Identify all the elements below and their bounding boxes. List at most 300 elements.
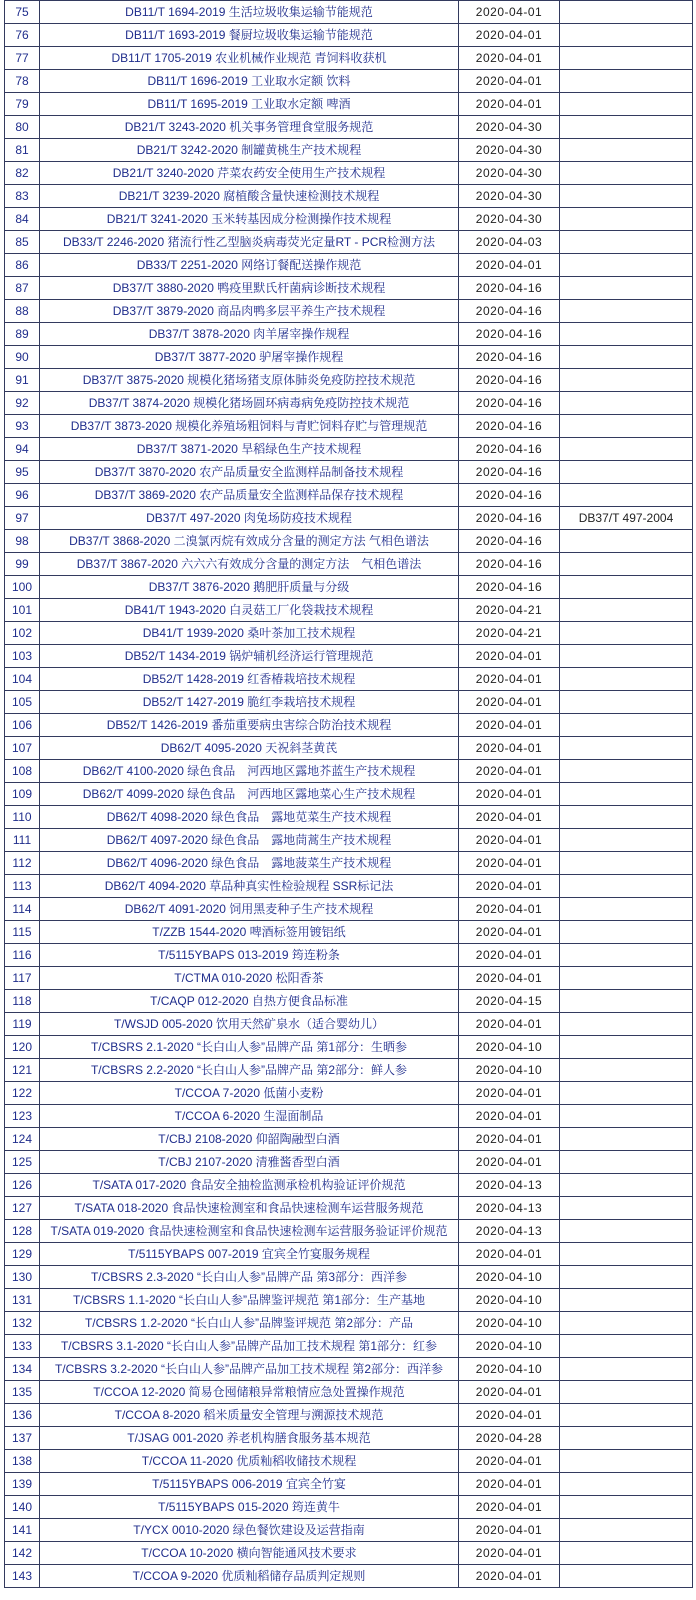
table-row: [5, 346, 693, 369]
replaced-standard-cell: [560, 967, 693, 990]
table-row: [5, 162, 693, 185]
effective-date-cell: 2020-04-16: [459, 438, 560, 461]
effective-date-cell: 2020-04-01: [459, 783, 560, 806]
replaced-standard-cell: [560, 576, 693, 599]
standard-name-cell: DB62/T 4095-2020 天祝斜茎黄芪: [40, 737, 459, 760]
table-row: [5, 185, 693, 208]
row-number-cell: 102: [5, 622, 40, 645]
effective-date-cell: 2020-04-01: [459, 1519, 560, 1542]
replaced-standard-cell: [560, 231, 693, 254]
table-row: [5, 714, 693, 737]
effective-date-cell: 2020-04-30: [459, 208, 560, 231]
table-row: [5, 1335, 693, 1358]
table-row: [5, 645, 693, 668]
standard-name-cell: DB37/T 3878-2020 肉羊屠宰操作规程: [40, 323, 459, 346]
table-row: [5, 783, 693, 806]
standard-name-cell: T/SATA 018-2020 食品快速检测室和食品快速检测车运营服务规范: [40, 1197, 459, 1220]
standard-name-cell: DB62/T 4091-2020 饲用黑麦种子生产技术规程: [40, 898, 459, 921]
table-row: [5, 1381, 693, 1404]
standards-table-body: [5, 1, 693, 1588]
standard-name-cell: T/CBSRS 3.1-2020 “长白山人参”品牌产品加工技术规程 第1部分：红参: [40, 1335, 459, 1358]
row-number-cell: 95: [5, 461, 40, 484]
table-row: [5, 208, 693, 231]
effective-date-cell: 2020-04-01: [459, 1082, 560, 1105]
replaced-standard-cell: [560, 1358, 693, 1381]
table-row: [5, 1059, 693, 1082]
row-number-cell: 103: [5, 645, 40, 668]
standard-name-cell: DB37/T 3869-2020 农产品质量安全监测样品保存技术规程: [40, 484, 459, 507]
table-row: [5, 668, 693, 691]
replaced-standard-cell: [560, 1082, 693, 1105]
table-row: [5, 1151, 693, 1174]
table-row: [5, 1082, 693, 1105]
replaced-standard-cell: [560, 1, 693, 24]
row-number-cell: 105: [5, 691, 40, 714]
effective-date-cell: 2020-04-16: [459, 346, 560, 369]
standard-name-cell: T/CBSRS 2.2-2020 “长白山人参”品牌产品 第2部分：鲜人参: [40, 1059, 459, 1082]
standard-name-cell: T/CBJ 2108-2020 仰韶陶融型白酒: [40, 1128, 459, 1151]
standard-name-cell: DB62/T 4096-2020 绿色食品 露地菠菜生产技术规程: [40, 852, 459, 875]
replaced-standard-cell: [560, 1266, 693, 1289]
standard-name-cell: DB62/T 4099-2020 绿色食品 河西地区露地菜心生产技术规程: [40, 783, 459, 806]
effective-date-cell: 2020-04-30: [459, 185, 560, 208]
replaced-standard-cell: [560, 1174, 693, 1197]
effective-date-cell: 2020-04-01: [459, 875, 560, 898]
table-row: [5, 1565, 693, 1588]
row-number-cell: 77: [5, 47, 40, 70]
table-row: [5, 1427, 693, 1450]
row-number-cell: 116: [5, 944, 40, 967]
row-number-cell: 121: [5, 1059, 40, 1082]
row-number-cell: 87: [5, 277, 40, 300]
effective-date-cell: 2020-04-01: [459, 24, 560, 47]
table-row: [5, 1450, 693, 1473]
row-number-cell: 78: [5, 70, 40, 93]
replaced-standard-cell: [560, 1335, 693, 1358]
standard-name-cell: T/CCOA 11-2020 优质籼稻收储技术规程: [40, 1450, 459, 1473]
standards-table: [4, 0, 693, 1588]
replaced-standard-cell: [560, 1312, 693, 1335]
row-number-cell: 106: [5, 714, 40, 737]
effective-date-cell: 2020-04-16: [459, 392, 560, 415]
standard-name-cell: DB11/T 1695-2019 工业取水定额 啤酒: [40, 93, 459, 116]
row-number-cell: 143: [5, 1565, 40, 1588]
standard-name-cell: T/CCOA 6-2020 生湿面制品: [40, 1105, 459, 1128]
row-number-cell: 100: [5, 576, 40, 599]
row-number-cell: 138: [5, 1450, 40, 1473]
standard-name-cell: T/ZZB 1544-2020 啤酒标签用镀铝纸: [40, 921, 459, 944]
standard-name-cell: DB62/T 4098-2020 绿色食品 露地苋菜生产技术规程: [40, 806, 459, 829]
standard-name-cell: DB21/T 3240-2020 芹菜农药安全使用生产技术规程: [40, 162, 459, 185]
replaced-standard-cell: [560, 1243, 693, 1266]
effective-date-cell: 2020-04-30: [459, 139, 560, 162]
table-row: [5, 576, 693, 599]
table-row: [5, 484, 693, 507]
replaced-standard-cell: [560, 760, 693, 783]
replaced-standard-cell: [560, 323, 693, 346]
replaced-standard-cell: [560, 185, 693, 208]
effective-date-cell: 2020-04-01: [459, 898, 560, 921]
row-number-cell: 88: [5, 300, 40, 323]
row-number-cell: 79: [5, 93, 40, 116]
effective-date-cell: 2020-04-16: [459, 323, 560, 346]
standard-name-cell: DB62/T 4100-2020 绿色食品 河西地区露地芥蓝生产技术规程: [40, 760, 459, 783]
row-number-cell: 120: [5, 1036, 40, 1059]
table-row: [5, 1496, 693, 1519]
standard-name-cell: T/CCOA 7-2020 低菌小麦粉: [40, 1082, 459, 1105]
replaced-standard-cell: [560, 1289, 693, 1312]
table-row: [5, 1036, 693, 1059]
row-number-cell: 132: [5, 1312, 40, 1335]
table-row: [5, 1542, 693, 1565]
standard-name-cell: DB37/T 3868-2020 二溴氯丙烷有效成分含量的测定方法 气相色谱法: [40, 530, 459, 553]
standard-name-cell: DB52/T 1428-2019 红香椿栽培技术规程: [40, 668, 459, 691]
replaced-standard-cell: [560, 1381, 693, 1404]
replaced-standard-cell: [560, 438, 693, 461]
effective-date-cell: 2020-04-01: [459, 760, 560, 783]
replaced-standard-cell: [560, 990, 693, 1013]
replaced-standard-cell: DB37/T 497-2004: [560, 507, 693, 530]
row-number-cell: 107: [5, 737, 40, 760]
row-number-cell: 125: [5, 1151, 40, 1174]
replaced-standard-cell: [560, 139, 693, 162]
row-number-cell: 81: [5, 139, 40, 162]
replaced-standard-cell: [560, 1105, 693, 1128]
replaced-standard-cell: [560, 714, 693, 737]
replaced-standard-cell: [560, 70, 693, 93]
table-row: [5, 1312, 693, 1335]
row-number-cell: 93: [5, 415, 40, 438]
table-row: [5, 323, 693, 346]
standard-name-cell: T/CCOA 9-2020 优质籼稻储存品质判定规则: [40, 1565, 459, 1588]
replaced-standard-cell: [560, 1013, 693, 1036]
table-row: [5, 990, 693, 1013]
replaced-standard-cell: [560, 553, 693, 576]
table-row: [5, 93, 693, 116]
effective-date-cell: 2020-04-28: [459, 1427, 560, 1450]
standard-name-cell: DB52/T 1426-2019 番茄重要病虫害综合防治技术规程: [40, 714, 459, 737]
standard-name-cell: T/CAQP 012-2020 自热方便食品标准: [40, 990, 459, 1013]
table-row: [5, 24, 693, 47]
standard-name-cell: DB33/T 2246-2020 猪流行性乙型脑炎病毒荧光定量RT - PCR检测方法: [40, 231, 459, 254]
table-row: [5, 1174, 693, 1197]
table-row: [5, 553, 693, 576]
row-number-cell: 113: [5, 875, 40, 898]
replaced-standard-cell: [560, 162, 693, 185]
table-row: [5, 806, 693, 829]
standard-name-cell: DB37/T 3874-2020 规模化猪场圆环病毒病免疫防控技术规范: [40, 392, 459, 415]
replaced-standard-cell: [560, 783, 693, 806]
table-row: [5, 47, 693, 70]
effective-date-cell: 2020-04-01: [459, 1404, 560, 1427]
standard-name-cell: DB37/T 3876-2020 鹅肥肝质量与分级: [40, 576, 459, 599]
standard-name-cell: DB41/T 1939-2020 桑叶茶加工技术规程: [40, 622, 459, 645]
standard-name-cell: DB37/T 3875-2020 规模化猪场猪支原体肺炎免疫防控技术规范: [40, 369, 459, 392]
replaced-standard-cell: [560, 392, 693, 415]
standard-name-cell: DB11/T 1694-2019 生活垃圾收集运输节能规范: [40, 1, 459, 24]
row-number-cell: 97: [5, 507, 40, 530]
table-row: [5, 254, 693, 277]
effective-date-cell: 2020-04-01: [459, 1105, 560, 1128]
table-row: [5, 1013, 693, 1036]
standard-name-cell: DB21/T 3239-2020 腐植酸含量快速检测技术规程: [40, 185, 459, 208]
standard-name-cell: DB37/T 3871-2020 旱稻绿色生产技术规程: [40, 438, 459, 461]
row-number-cell: 99: [5, 553, 40, 576]
row-number-cell: 92: [5, 392, 40, 415]
replaced-standard-cell: [560, 622, 693, 645]
effective-date-cell: 2020-04-01: [459, 1128, 560, 1151]
effective-date-cell: 2020-04-01: [459, 1151, 560, 1174]
row-number-cell: 83: [5, 185, 40, 208]
row-number-cell: 91: [5, 369, 40, 392]
replaced-standard-cell: [560, 1542, 693, 1565]
replaced-standard-cell: [560, 277, 693, 300]
standard-name-cell: DB37/T 497-2020 肉兔场防疫技术规程: [40, 507, 459, 530]
replaced-standard-cell: [560, 829, 693, 852]
effective-date-cell: 2020-04-01: [459, 691, 560, 714]
row-number-cell: 137: [5, 1427, 40, 1450]
row-number-cell: 135: [5, 1381, 40, 1404]
row-number-cell: 84: [5, 208, 40, 231]
replaced-standard-cell: [560, 1519, 693, 1542]
row-number-cell: 86: [5, 254, 40, 277]
standard-name-cell: T/5115YBAPS 006-2019 宜宾全竹宴: [40, 1473, 459, 1496]
table-row: [5, 1105, 693, 1128]
effective-date-cell: 2020-04-10: [459, 1266, 560, 1289]
standard-name-cell: T/5115YBAPS 015-2020 筠连黄牛: [40, 1496, 459, 1519]
standard-name-cell: DB37/T 3870-2020 农产品质量安全监测样品制备技术规程: [40, 461, 459, 484]
effective-date-cell: 2020-04-01: [459, 1473, 560, 1496]
standard-name-cell: DB11/T 1705-2019 农业机械作业规范 青饲料收获机: [40, 47, 459, 70]
replaced-standard-cell: [560, 415, 693, 438]
replaced-standard-cell: [560, 47, 693, 70]
effective-date-cell: 2020-04-16: [459, 576, 560, 599]
standard-name-cell: DB21/T 3243-2020 机关事务管理食堂服务规范: [40, 116, 459, 139]
standard-name-cell: T/WSJD 005-2020 饮用天然矿泉水（适合婴幼儿）: [40, 1013, 459, 1036]
standard-name-cell: T/CCOA 12-2020 简易仓囤储粮异常粮情应急处置操作规范: [40, 1381, 459, 1404]
standard-name-cell: T/CBSRS 2.3-2020 “长白山人参”品牌产品 第3部分：西洋参: [40, 1266, 459, 1289]
table-row: [5, 415, 693, 438]
row-number-cell: 119: [5, 1013, 40, 1036]
row-number-cell: 82: [5, 162, 40, 185]
standard-name-cell: DB62/T 4094-2020 草品种真实性检验规程 SSR标记法: [40, 875, 459, 898]
table-row: [5, 875, 693, 898]
effective-date-cell: 2020-04-01: [459, 70, 560, 93]
table-row: [5, 70, 693, 93]
replaced-standard-cell: [560, 300, 693, 323]
standard-name-cell: DB37/T 3877-2020 驴屠宰操作规程: [40, 346, 459, 369]
table-row: [5, 369, 693, 392]
standard-name-cell: DB37/T 3879-2020 商品肉鸭多层平养生产技术规程: [40, 300, 459, 323]
row-number-cell: 130: [5, 1266, 40, 1289]
effective-date-cell: 2020-04-10: [459, 1358, 560, 1381]
replaced-standard-cell: [560, 1565, 693, 1588]
table-row: [5, 300, 693, 323]
effective-date-cell: 2020-04-01: [459, 645, 560, 668]
effective-date-cell: 2020-04-10: [459, 1059, 560, 1082]
table-row: [5, 1197, 693, 1220]
effective-date-cell: 2020-04-30: [459, 162, 560, 185]
replaced-standard-cell: [560, 1036, 693, 1059]
table-row: [5, 231, 693, 254]
replaced-standard-cell: [560, 737, 693, 760]
effective-date-cell: 2020-04-01: [459, 254, 560, 277]
effective-date-cell: 2020-04-01: [459, 1243, 560, 1266]
table-row: [5, 691, 693, 714]
effective-date-cell: 2020-04-01: [459, 806, 560, 829]
standard-name-cell: T/CBSRS 1.1-2020 “长白山人参”品牌鉴评规范 第1部分：生产基地: [40, 1289, 459, 1312]
replaced-standard-cell: [560, 921, 693, 944]
standard-name-cell: T/CTMA 010-2020 松阳香茶: [40, 967, 459, 990]
replaced-standard-cell: [560, 1427, 693, 1450]
effective-date-cell: 2020-04-01: [459, 1, 560, 24]
standard-name-cell: T/CBSRS 3.2-2020 “长白山人参”品牌产品加工技术规程 第2部分：西洋参: [40, 1358, 459, 1381]
row-number-cell: 126: [5, 1174, 40, 1197]
replaced-standard-cell: [560, 346, 693, 369]
row-number-cell: 134: [5, 1358, 40, 1381]
row-number-cell: 123: [5, 1105, 40, 1128]
replaced-standard-cell: [560, 461, 693, 484]
standard-name-cell: T/CCOA 8-2020 稻米质量安全管理与溯源技术规范: [40, 1404, 459, 1427]
row-number-cell: 98: [5, 530, 40, 553]
effective-date-cell: 2020-04-16: [459, 484, 560, 507]
replaced-standard-cell: [560, 208, 693, 231]
table-row: [5, 760, 693, 783]
effective-date-cell: 2020-04-16: [459, 369, 560, 392]
effective-date-cell: 2020-04-01: [459, 852, 560, 875]
row-number-cell: 96: [5, 484, 40, 507]
row-number-cell: 128: [5, 1220, 40, 1243]
row-number-cell: 85: [5, 231, 40, 254]
standard-name-cell: T/SATA 017-2020 食品安全抽检监测承检机构验证评价规范: [40, 1174, 459, 1197]
replaced-standard-cell: [560, 484, 693, 507]
standard-name-cell: T/5115YBAPS 007-2019 宜宾全竹宴服务规程: [40, 1243, 459, 1266]
replaced-standard-cell: [560, 1496, 693, 1519]
table-row: [5, 1358, 693, 1381]
row-number-cell: 94: [5, 438, 40, 461]
table-row: [5, 1519, 693, 1542]
table-row: [5, 392, 693, 415]
effective-date-cell: 2020-04-16: [459, 530, 560, 553]
replaced-standard-cell: [560, 116, 693, 139]
effective-date-cell: 2020-04-10: [459, 1312, 560, 1335]
table-row: [5, 438, 693, 461]
effective-date-cell: 2020-04-01: [459, 737, 560, 760]
row-number-cell: 122: [5, 1082, 40, 1105]
replaced-standard-cell: [560, 668, 693, 691]
replaced-standard-cell: [560, 852, 693, 875]
table-row: [5, 967, 693, 990]
replaced-standard-cell: [560, 1128, 693, 1151]
table-row: [5, 1289, 693, 1312]
effective-date-cell: 2020-04-01: [459, 1450, 560, 1473]
standard-name-cell: T/YCX 0010-2020 绿色餐饮建设及运营指南: [40, 1519, 459, 1542]
row-number-cell: 89: [5, 323, 40, 346]
replaced-standard-cell: [560, 1220, 693, 1243]
table-row: [5, 622, 693, 645]
replaced-standard-cell: [560, 1151, 693, 1174]
table-row: [5, 921, 693, 944]
replaced-standard-cell: [560, 944, 693, 967]
table-row: [5, 1266, 693, 1289]
effective-date-cell: 2020-04-16: [459, 277, 560, 300]
standard-name-cell: T/CCOA 10-2020 横向智能通风技术要求: [40, 1542, 459, 1565]
effective-date-cell: 2020-04-01: [459, 1496, 560, 1519]
standard-name-cell: T/SATA 019-2020 食品快速检测室和食品快速检测车运营服务验证评价规范: [40, 1220, 459, 1243]
standard-name-cell: T/CBJ 2107-2020 清雅酱香型白酒: [40, 1151, 459, 1174]
effective-date-cell: 2020-04-16: [459, 300, 560, 323]
row-number-cell: 104: [5, 668, 40, 691]
table-row: [5, 1220, 693, 1243]
replaced-standard-cell: [560, 875, 693, 898]
row-number-cell: 127: [5, 1197, 40, 1220]
replaced-standard-cell: [560, 254, 693, 277]
row-number-cell: 131: [5, 1289, 40, 1312]
row-number-cell: 90: [5, 346, 40, 369]
replaced-standard-cell: [560, 530, 693, 553]
row-number-cell: 136: [5, 1404, 40, 1427]
table-row: [5, 737, 693, 760]
replaced-standard-cell: [560, 898, 693, 921]
row-number-cell: 114: [5, 898, 40, 921]
standard-name-cell: DB41/T 1943-2020 白灵菇工厂化袋栽技术规程: [40, 599, 459, 622]
standard-name-cell: DB62/T 4097-2020 绿色食品 露地茼蒿生产技术规程: [40, 829, 459, 852]
effective-date-cell: 2020-04-01: [459, 921, 560, 944]
replaced-standard-cell: [560, 1473, 693, 1496]
row-number-cell: 76: [5, 24, 40, 47]
effective-date-cell: 2020-04-15: [459, 990, 560, 1013]
replaced-standard-cell: [560, 24, 693, 47]
row-number-cell: 140: [5, 1496, 40, 1519]
table-row: [5, 277, 693, 300]
table-row: [5, 599, 693, 622]
standard-name-cell: DB33/T 2251-2020 网络订餐配送操作规范: [40, 254, 459, 277]
effective-date-cell: 2020-04-16: [459, 461, 560, 484]
standard-name-cell: DB52/T 1427-2019 脆红李栽培技术规程: [40, 691, 459, 714]
effective-date-cell: 2020-04-13: [459, 1174, 560, 1197]
effective-date-cell: 2020-04-21: [459, 599, 560, 622]
standard-name-cell: T/CBSRS 2.1-2020 “长白山人参”品牌产品 第1部分：生晒参: [40, 1036, 459, 1059]
effective-date-cell: 2020-04-03: [459, 231, 560, 254]
replaced-standard-cell: [560, 1059, 693, 1082]
standard-name-cell: DB11/T 1693-2019 餐厨垃圾收集运输节能规范: [40, 24, 459, 47]
effective-date-cell: 2020-04-30: [459, 116, 560, 139]
effective-date-cell: 2020-04-01: [459, 714, 560, 737]
table-row: [5, 829, 693, 852]
effective-date-cell: 2020-04-16: [459, 553, 560, 576]
replaced-standard-cell: [560, 599, 693, 622]
standard-name-cell: DB21/T 3241-2020 玉米转基因成分检测操作技术规程: [40, 208, 459, 231]
row-number-cell: 108: [5, 760, 40, 783]
replaced-standard-cell: [560, 93, 693, 116]
effective-date-cell: 2020-04-13: [459, 1197, 560, 1220]
standard-name-cell: T/5115YBAPS 013-2019 筠连粉条: [40, 944, 459, 967]
table-row: [5, 139, 693, 162]
standard-name-cell: T/JSAG 001-2020 养老机构膳食服务基本规范: [40, 1427, 459, 1450]
row-number-cell: 109: [5, 783, 40, 806]
table-row: [5, 1243, 693, 1266]
row-number-cell: 117: [5, 967, 40, 990]
table-row: [5, 944, 693, 967]
table-row: [5, 1404, 693, 1427]
standard-name-cell: DB37/T 3867-2020 六六六有效成分含量的测定方法 气相色谱法: [40, 553, 459, 576]
standard-name-cell: T/CBSRS 1.2-2020 “长白山人参”品牌鉴评规范 第2部分：产品: [40, 1312, 459, 1335]
effective-date-cell: 2020-04-10: [459, 1036, 560, 1059]
effective-date-cell: 2020-04-01: [459, 1013, 560, 1036]
effective-date-cell: 2020-04-13: [459, 1220, 560, 1243]
replaced-standard-cell: [560, 1450, 693, 1473]
standard-name-cell: DB37/T 3880-2020 鸭疫里默氏杆菌病诊断技术规程: [40, 277, 459, 300]
